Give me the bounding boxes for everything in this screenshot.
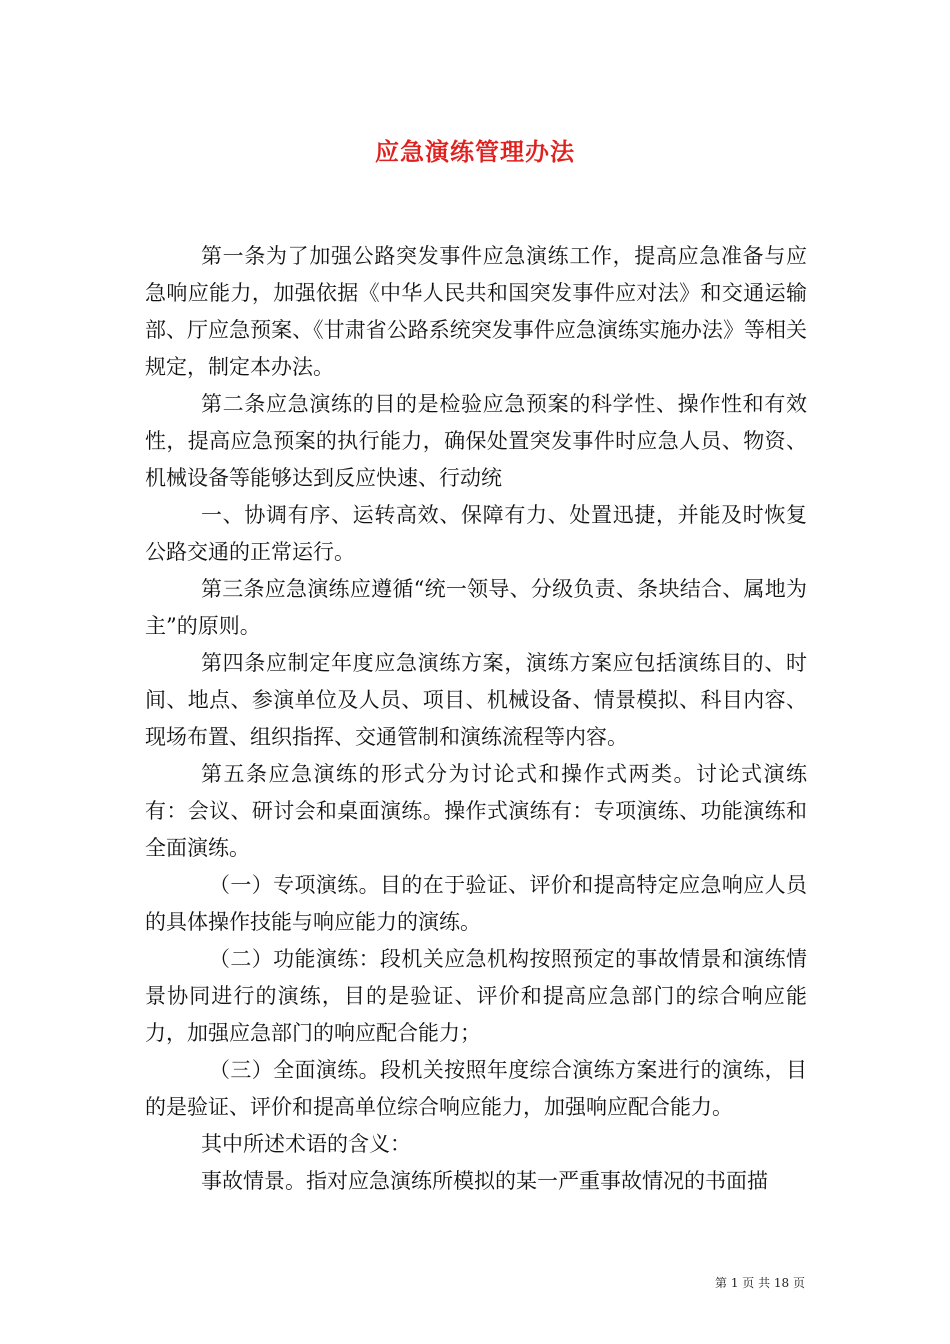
paragraph-terms-intro: 其中所述术语的含义： <box>201 1132 411 1156</box>
paragraph-article-2-continued: 一、协调有序、运转高效、保障有力、处置迅捷，并能及时恢复公路交通的正常运行。 <box>145 503 807 564</box>
document-body <box>145 238 807 1200</box>
paragraph-item-3: （三）全面演练。段机关按照年度综合演练方案进行的演练，目的是验证、评价和提高单位综合响应能力，加强响应配合能力。 <box>145 1058 807 1119</box>
paragraph-item-1: （一）专项演练。目的在于验证、评价和提高特定应急响应人员的具体操作技能与响应能力的演练。 <box>145 873 807 934</box>
paragraph-article-2: 第二条应急演练的目的是检验应急预案的科学性、操作性和有效性，提高应急预案的执行能力，确保处置突发事件时应急人员、物资、机械设备等能够达到反应快速、行动统 <box>145 392 807 490</box>
paragraph-item-2: （二）功能演练：段机关应急机构按照预定的事故情景和演练情景协同进行的演练，目的是验证、评价和提高应急部门的综合响应能力，加强应急部门的响应配合能力； <box>145 947 807 1045</box>
paragraph-term-scenario: 事故情景。指对应急演练所模拟的某一严重事故情况的书面描 <box>201 1169 768 1193</box>
paragraph-article-4: 第四条应制定年度应急演练方案，演练方案应包括演练目的、时间、地点、参演单位及人员、项目、机械设备、情景模拟、科目内容、现场布置、组织指挥、交通管制和演练流程等内容。 <box>145 651 807 749</box>
paragraph-article-3: 第三条应急演练应遵循“统一领导、分级负责、条块结合、属地为主”的原则。 <box>145 577 807 638</box>
paragraph-article-1: 第一条为了加强公路突发事件应急演练工作，提高应急准备与应急响应能力，加强依据《中华人民共和国突发事件应对法》和交通运输部、厅应急预案、《甘肃省公路系统突发事件应急演练实施办法》等相关规定，制定本办法。 <box>145 244 807 379</box>
document-title: 应急演练管理办法 <box>375 137 575 166</box>
paragraph-article-5: 第五条应急演练的形式分为讨论式和操作式两类。讨论式演练有：会议、研讨会和桌面演练。操作式演练有：专项演练、功能演练和全面演练。 <box>145 762 807 860</box>
page-number-footer: 第 1 页 共 18 页 <box>715 1276 805 1290</box>
